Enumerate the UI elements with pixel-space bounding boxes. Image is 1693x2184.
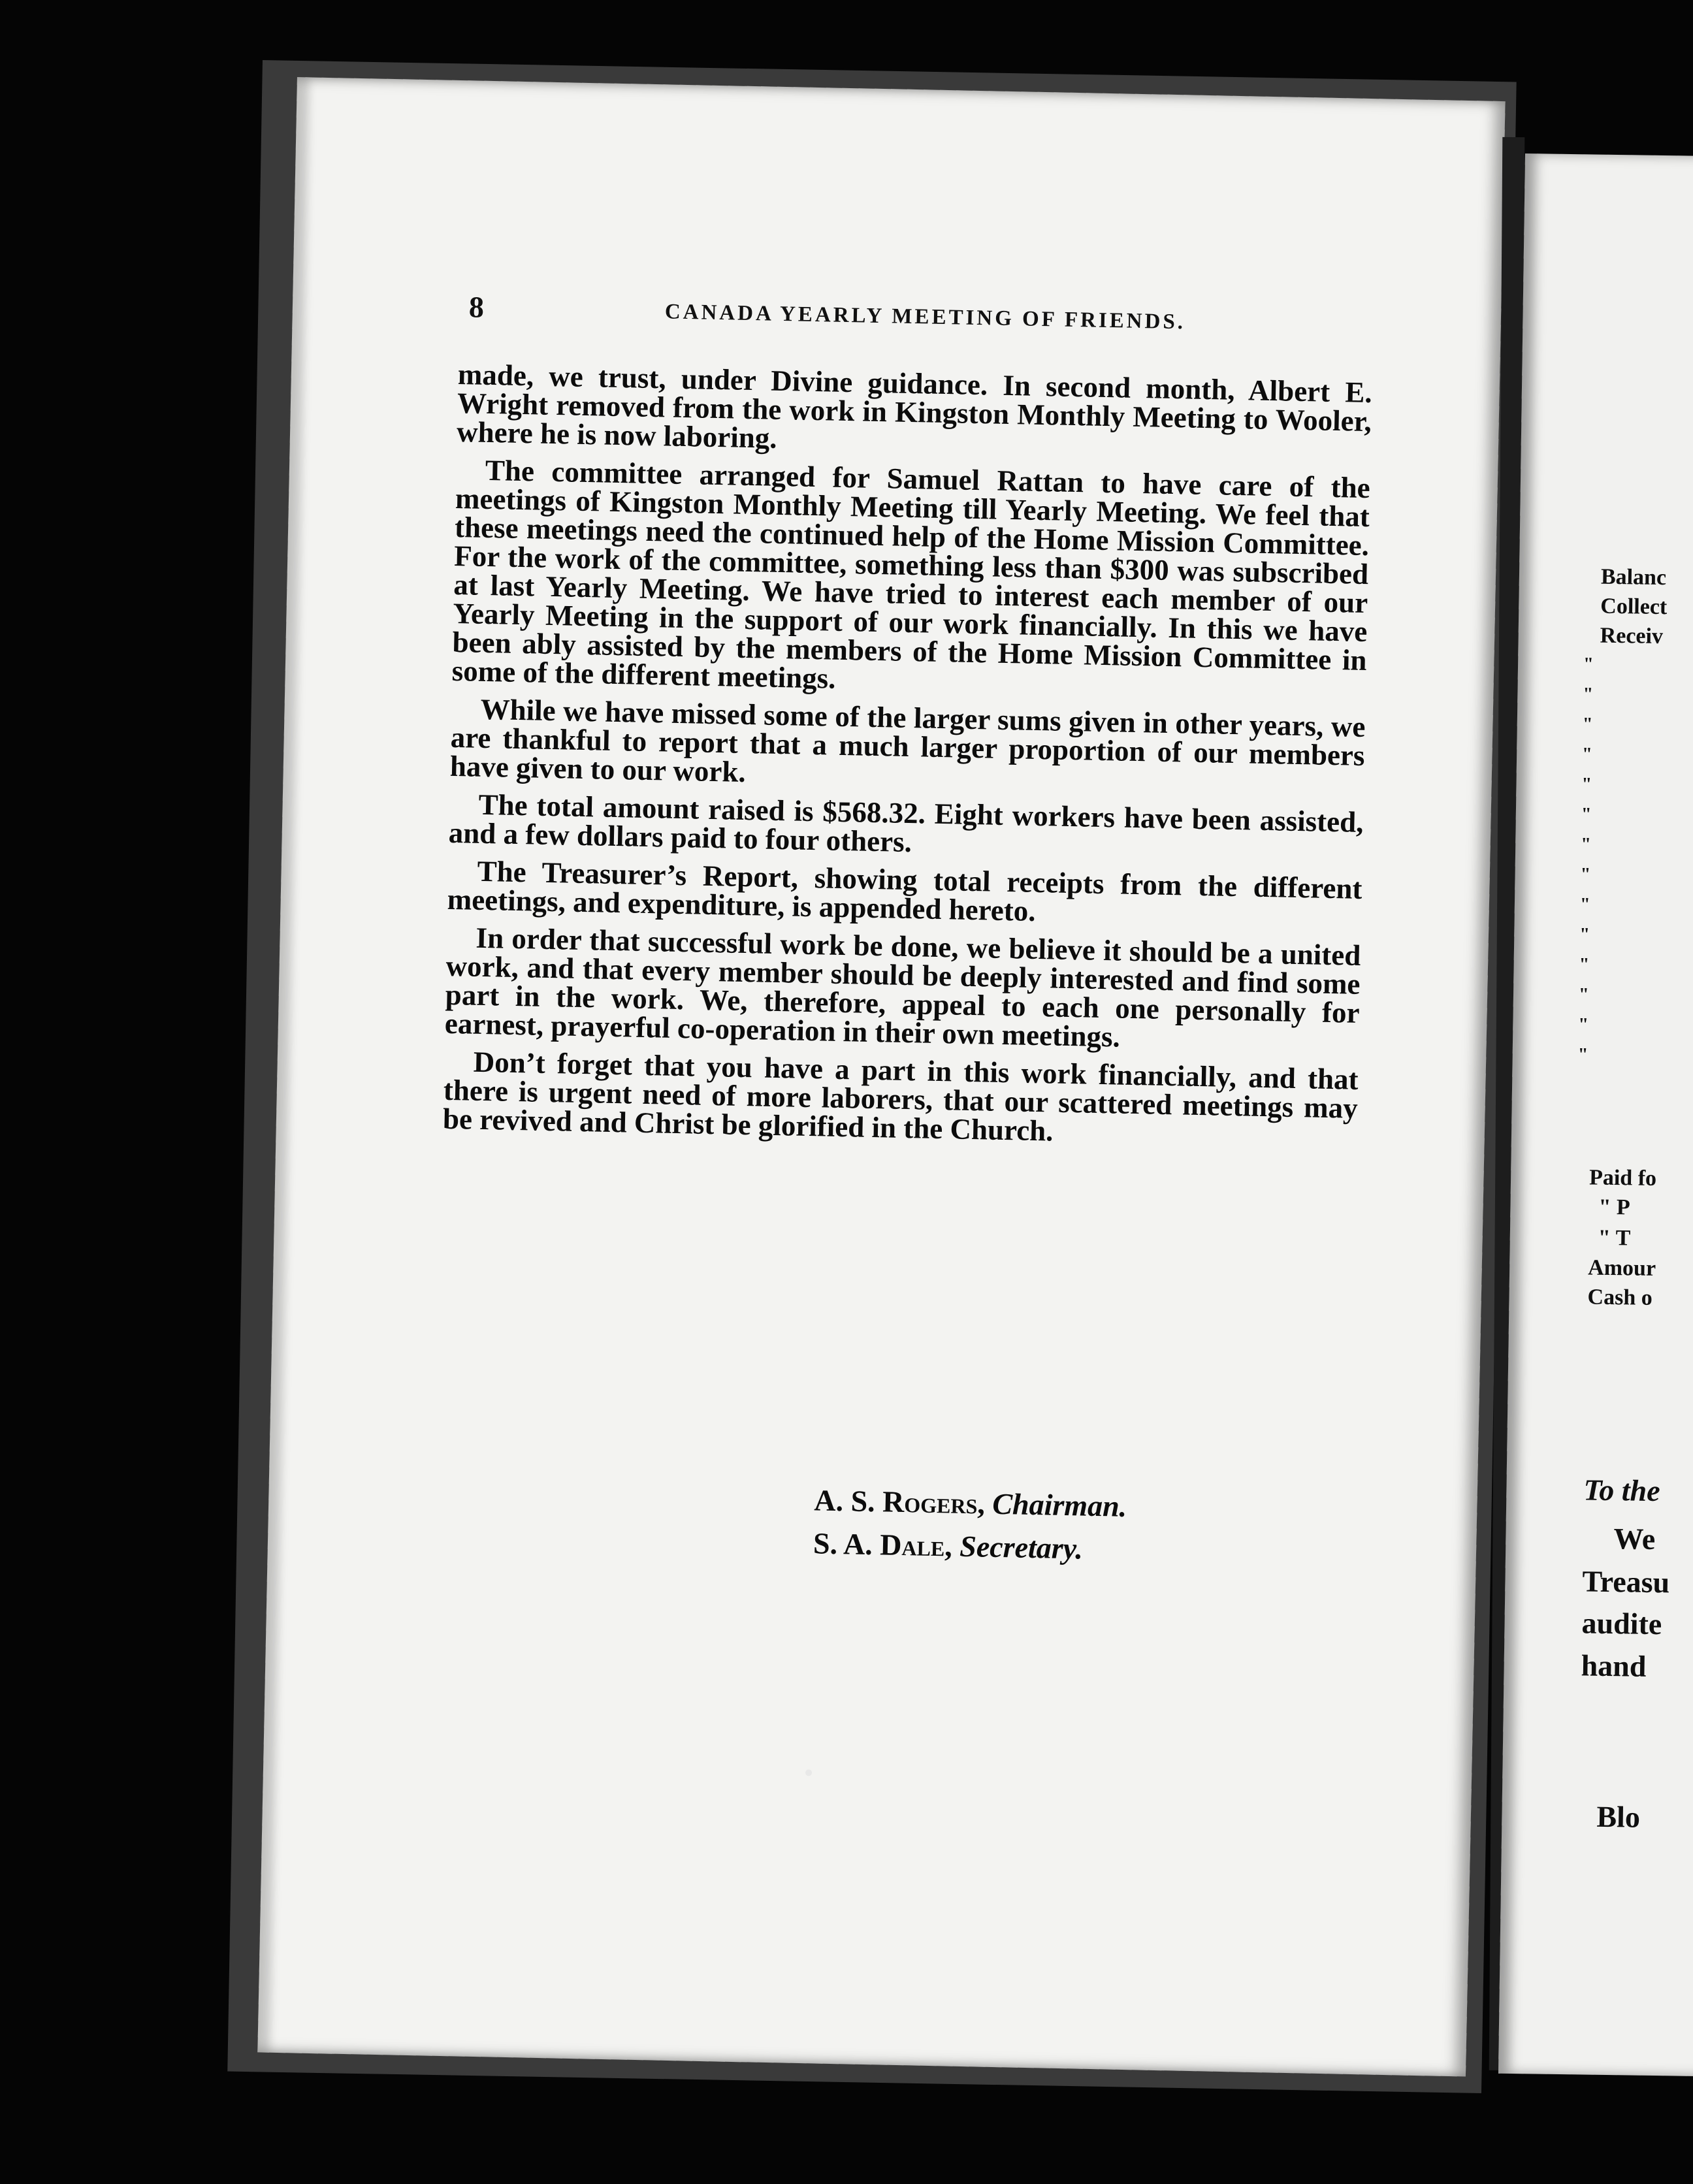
paragraph-4: The total amount raised is $568.32. Eight workers have been assisted, and a few dollars paid to four others. xyxy=(448,788,1364,859)
right-page-text xyxy=(1498,153,1693,2076)
right-line-cash: Cash o xyxy=(1587,1285,1653,1310)
right-line-amount: Amour xyxy=(1587,1255,1656,1281)
ditto-mark: " xyxy=(1581,804,1592,825)
right-line-collect: Collect xyxy=(1600,594,1668,620)
signatory-name: S. A. Dale, xyxy=(813,1526,953,1563)
right-line-receive: Receiv xyxy=(1600,623,1664,649)
ditto-mark: " xyxy=(1578,1014,1589,1035)
ditto-mark: " xyxy=(1581,834,1592,855)
paragraph-6: In order that successful work be done, we believe it should be a united work, and that every member should be deeply interested and find some part in the work. We, therefore, appeal to each one personally for earnest, prayerful co-operation in their own meetings. xyxy=(444,921,1361,1053)
right-page xyxy=(1498,153,1693,2076)
running-head: CANADA YEARLY MEETING OF FRIENDS. xyxy=(664,300,1186,334)
ditto-mark: " xyxy=(1579,954,1590,975)
right-line-p: " P xyxy=(1598,1195,1630,1220)
signatory-name: A. S. Rogers, xyxy=(813,1483,986,1520)
right-line-we: We xyxy=(1613,1522,1656,1556)
paragraph-2: The committee arranged for Samuel Rattan to have care of the meetings of Kingston Monthly Meeting till Yearly Meeting. We feel that these meetings need the continued help of the Home Mission Committee. For the work of the committee, something less than $300 was subscribed at last Yearly Meeting. We have tried to interest each member of our Yearly Meeting in the support of our work financially. In this we have been ably assisted by the members of the Home Mission Committee in some of the different meetings. xyxy=(451,453,1371,695)
left-page xyxy=(257,77,1505,2077)
paper-speck xyxy=(805,1769,812,1776)
ditto-mark: " xyxy=(1581,774,1592,795)
paragraph-1: made, we trust, under Divine guidance. In second month, Albert E. Wright removed from the work in Kingston Monthly Meeting to Wooler, where he is now laboring. xyxy=(456,358,1373,455)
signatory-title: Chairman. xyxy=(992,1486,1127,1523)
signature-block xyxy=(813,1479,1336,1575)
right-line-treasu: Treasu xyxy=(1582,1564,1670,1599)
ditto-mark: " xyxy=(1583,654,1594,675)
signatory-title: Secretary. xyxy=(959,1529,1084,1566)
right-line-t: " T xyxy=(1598,1225,1631,1251)
ditto-mark: " xyxy=(1582,714,1593,735)
ditto-mark: " xyxy=(1583,684,1594,705)
ditto-mark: " xyxy=(1580,864,1591,885)
page-number: 8 xyxy=(468,290,485,324)
right-line-paid: Paid fo xyxy=(1588,1165,1657,1191)
ditto-mark: " xyxy=(1578,984,1589,1005)
right-line-to-the: To the xyxy=(1583,1473,1660,1508)
right-line-hand: hand xyxy=(1581,1648,1647,1683)
ditto-mark: " xyxy=(1577,1044,1588,1065)
body-text xyxy=(442,360,1372,1161)
right-line-blo: Blo xyxy=(1596,1799,1641,1834)
paragraph-5: The Treasurer’s Report, showing total receipts from the different meetings, and expenditure, is appended hereto. xyxy=(447,854,1362,927)
paragraph-7: Don’t forget that you have a part in this work financially, and that there is urgent need of more laborers, that our scattered meetings may be revived and Christ be glorified in the Church. xyxy=(442,1045,1359,1148)
ditto-mark: " xyxy=(1579,894,1590,915)
right-line-balance: Balanc xyxy=(1600,564,1667,590)
page-header xyxy=(468,289,1488,355)
ditto-mark: " xyxy=(1579,924,1590,945)
ditto-mark: " xyxy=(1581,744,1592,765)
right-line-audite: audite xyxy=(1581,1606,1662,1641)
paragraph-3: While we have missed some of the larger sums given in other years, we are thankful to report that a much larger proportion of our members have given to our work. xyxy=(449,692,1366,788)
